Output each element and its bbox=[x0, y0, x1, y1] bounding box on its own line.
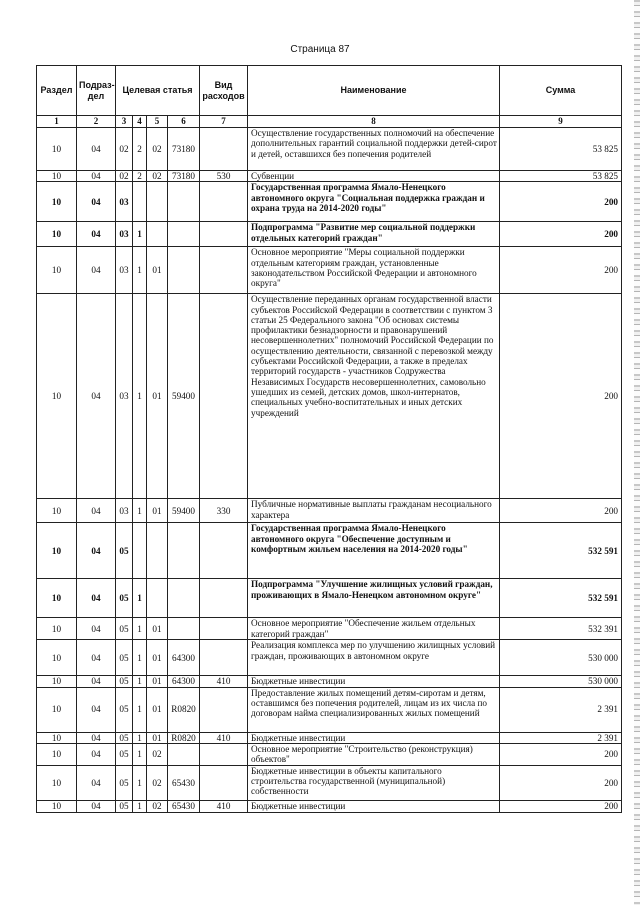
podrazdel-cell: 04 bbox=[77, 732, 116, 743]
col-number: 7 bbox=[200, 116, 248, 128]
expense-type-cell: 410 bbox=[200, 732, 248, 743]
name-cell: Осуществление переданных органам государственной власти субъектов Российской Федерации в соответствии с пунктом 3 статьи 25 Федерального закона "Об основах системы профилактики безнадзорности и правонарушений несовершеннолетних" полномочий Российской Федерации по осуществлению деятельности, связанной с перевозкой между субъектами Российской Федерации, а также в пределах территорий государств - участников Содружества Независимых Государств несовершеннолетних, самовольно ушедших из семей, детских домов, школ-интернатов, специальных учебно-воспитательных и иных детских учреждений bbox=[248, 294, 500, 499]
table-row bbox=[37, 687, 622, 732]
sum-cell: 530 000 bbox=[500, 640, 622, 676]
sum-cell: 532 391 bbox=[500, 618, 622, 640]
name-cell: Подпрограмма "Развитие мер социальной поддержки отдельных категорий граждан" bbox=[248, 222, 500, 247]
table-row bbox=[37, 523, 622, 579]
budget-table bbox=[36, 65, 622, 813]
table-row bbox=[37, 294, 622, 499]
podrazdel-cell: 04 bbox=[77, 247, 116, 294]
target-event-cell: 01 bbox=[147, 294, 168, 499]
col-number: 6 bbox=[168, 116, 200, 128]
target-direction-cell bbox=[168, 523, 200, 579]
table-row bbox=[37, 579, 622, 618]
sum-cell: 200 bbox=[500, 765, 622, 800]
header-sum: Сумма bbox=[500, 66, 622, 116]
table-row bbox=[37, 222, 622, 247]
target-subprogram-cell: 1 bbox=[133, 743, 147, 765]
target-program-cell: 05 bbox=[116, 618, 133, 640]
target-event-cell: 02 bbox=[147, 743, 168, 765]
target-direction-cell: R0820 bbox=[168, 732, 200, 743]
name-cell: Государственная программа Ямало-Ненецкого автономного округа "Социальная поддержка граждан и охрана труда на 2014-2020 годы" bbox=[248, 182, 500, 222]
expense-type-cell: 410 bbox=[200, 800, 248, 812]
col-number: 4 bbox=[133, 116, 147, 128]
header-name: Наименование bbox=[248, 66, 500, 116]
sum-cell: 200 bbox=[500, 182, 622, 222]
table-row bbox=[37, 765, 622, 800]
name-cell: Государственная программа Ямало-Ненецкого автономного округа "Обеспечение доступным и комфортным жильем населения на 2014-2020 годы" bbox=[248, 523, 500, 579]
target-program-cell: 03 bbox=[116, 247, 133, 294]
column-number-row bbox=[37, 116, 622, 128]
razdel-cell: 10 bbox=[37, 765, 77, 800]
col-number: 9 bbox=[500, 116, 622, 128]
name-cell: Основное мероприятие "Обеспечение жильем отдельных категорий граждан" bbox=[248, 618, 500, 640]
target-program-cell: 02 bbox=[116, 128, 133, 171]
podrazdel-cell: 04 bbox=[77, 640, 116, 676]
col-number: 8 bbox=[248, 116, 500, 128]
target-event-cell: 02 bbox=[147, 765, 168, 800]
target-subprogram-cell: 1 bbox=[133, 499, 147, 523]
table-row bbox=[37, 247, 622, 294]
razdel-cell: 10 bbox=[37, 128, 77, 171]
expense-type-cell: 410 bbox=[200, 676, 248, 687]
name-cell: Субвенции bbox=[248, 171, 500, 182]
expense-type-cell bbox=[200, 640, 248, 676]
expense-type-cell: 530 bbox=[200, 171, 248, 182]
target-subprogram-cell: 1 bbox=[133, 222, 147, 247]
table-row bbox=[37, 743, 622, 765]
podrazdel-cell: 04 bbox=[77, 676, 116, 687]
podrazdel-cell: 04 bbox=[77, 171, 116, 182]
razdel-cell: 10 bbox=[37, 732, 77, 743]
sum-cell: 2 391 bbox=[500, 732, 622, 743]
expense-type-cell bbox=[200, 182, 248, 222]
target-direction-cell bbox=[168, 247, 200, 294]
target-direction-cell: 73180 bbox=[168, 128, 200, 171]
sum-cell: 200 bbox=[500, 294, 622, 499]
target-direction-cell bbox=[168, 618, 200, 640]
target-program-cell: 05 bbox=[116, 523, 133, 579]
expense-type-cell bbox=[200, 294, 248, 499]
target-event-cell: 01 bbox=[147, 687, 168, 732]
sum-cell: 53 825 bbox=[500, 171, 622, 182]
sum-cell: 2 391 bbox=[500, 687, 622, 732]
table-row bbox=[37, 171, 622, 182]
expense-type-cell bbox=[200, 687, 248, 732]
name-cell: Бюджетные инвестиции bbox=[248, 676, 500, 687]
col-number: 2 bbox=[77, 116, 116, 128]
razdel-cell: 10 bbox=[37, 247, 77, 294]
target-direction-cell: 64300 bbox=[168, 640, 200, 676]
razdel-cell: 10 bbox=[37, 687, 77, 732]
target-event-cell: 01 bbox=[147, 499, 168, 523]
table-header-row bbox=[37, 66, 622, 116]
col-number: 1 bbox=[37, 116, 77, 128]
target-direction-cell bbox=[168, 579, 200, 618]
target-direction-cell: 73180 bbox=[168, 171, 200, 182]
target-event-cell bbox=[147, 182, 168, 222]
target-program-cell: 05 bbox=[116, 579, 133, 618]
target-program-cell: 05 bbox=[116, 687, 133, 732]
razdel-cell: 10 bbox=[37, 743, 77, 765]
name-cell: Бюджетные инвестиции bbox=[248, 800, 500, 812]
target-program-cell: 05 bbox=[116, 765, 133, 800]
target-event-cell: 02 bbox=[147, 128, 168, 171]
sum-cell: 530 000 bbox=[500, 676, 622, 687]
target-program-cell: 05 bbox=[116, 732, 133, 743]
expense-type-cell bbox=[200, 523, 248, 579]
name-cell: Бюджетные инвестиции bbox=[248, 732, 500, 743]
razdel-cell: 10 bbox=[37, 618, 77, 640]
razdel-cell: 10 bbox=[37, 499, 77, 523]
target-program-cell: 05 bbox=[116, 800, 133, 812]
target-subprogram-cell: 2 bbox=[133, 128, 147, 171]
expense-type-cell bbox=[200, 222, 248, 247]
razdel-cell: 10 bbox=[37, 294, 77, 499]
target-event-cell: 01 bbox=[147, 732, 168, 743]
podrazdel-cell: 04 bbox=[77, 182, 116, 222]
target-subprogram-cell: 1 bbox=[133, 687, 147, 732]
target-event-cell bbox=[147, 523, 168, 579]
podrazdel-cell: 04 bbox=[77, 294, 116, 499]
target-program-cell: 05 bbox=[116, 743, 133, 765]
target-direction-cell: 64300 bbox=[168, 676, 200, 687]
name-cell: Публичные нормативные выплаты гражданам несоциального характера bbox=[248, 499, 500, 523]
target-direction-cell: 59400 bbox=[168, 499, 200, 523]
expense-type-cell bbox=[200, 128, 248, 171]
target-program-cell: 05 bbox=[116, 676, 133, 687]
page-number-label: Страница 87 bbox=[290, 44, 350, 55]
target-event-cell: 01 bbox=[147, 640, 168, 676]
razdel-cell: 10 bbox=[37, 523, 77, 579]
target-subprogram-cell: 2 bbox=[133, 171, 147, 182]
podrazdel-cell: 04 bbox=[77, 800, 116, 812]
expense-type-cell: 330 bbox=[200, 499, 248, 523]
expense-type-cell bbox=[200, 618, 248, 640]
target-subprogram-cell: 1 bbox=[133, 676, 147, 687]
sum-cell: 532 591 bbox=[500, 523, 622, 579]
razdel-cell: 10 bbox=[37, 182, 77, 222]
target-direction-cell: 65430 bbox=[168, 800, 200, 812]
target-event-cell: 02 bbox=[147, 171, 168, 182]
header-podrazdel: Подраз-дел bbox=[77, 66, 116, 116]
sum-cell: 200 bbox=[500, 222, 622, 247]
target-subprogram-cell bbox=[133, 182, 147, 222]
podrazdel-cell: 04 bbox=[77, 743, 116, 765]
table-row bbox=[37, 640, 622, 676]
target-subprogram-cell: 1 bbox=[133, 618, 147, 640]
header-target-article: Целевая статья bbox=[116, 66, 200, 116]
name-cell: Предоставление жилых помещений детям-сиротам и детям, оставшимся без попечения родителей, лицам из их числа по договорам найма специализированных жилых помещений bbox=[248, 687, 500, 732]
podrazdel-cell: 04 bbox=[77, 222, 116, 247]
sum-cell: 53 825 bbox=[500, 128, 622, 171]
target-subprogram-cell: 1 bbox=[133, 579, 147, 618]
target-program-cell: 03 bbox=[116, 182, 133, 222]
table-row bbox=[37, 128, 622, 171]
podrazdel-cell: 04 bbox=[77, 499, 116, 523]
target-event-cell: 01 bbox=[147, 618, 168, 640]
name-cell: Основное мероприятие "Строительство (реконструкция) объектов" bbox=[248, 743, 500, 765]
razdel-cell: 10 bbox=[37, 171, 77, 182]
name-cell: Подпрограмма "Улучшение жилищных условий граждан, проживающих в Ямало-Ненецком автономном округе" bbox=[248, 579, 500, 618]
podrazdel-cell: 04 bbox=[77, 523, 116, 579]
target-subprogram-cell: 1 bbox=[133, 294, 147, 499]
podrazdel-cell: 04 bbox=[77, 618, 116, 640]
target-program-cell: 03 bbox=[116, 294, 133, 499]
podrazdel-cell: 04 bbox=[77, 687, 116, 732]
target-direction-cell bbox=[168, 182, 200, 222]
table-row bbox=[37, 800, 622, 812]
target-event-cell bbox=[147, 579, 168, 618]
target-subprogram-cell: 1 bbox=[133, 640, 147, 676]
razdel-cell: 10 bbox=[37, 640, 77, 676]
target-event-cell: 01 bbox=[147, 247, 168, 294]
target-program-cell: 05 bbox=[116, 640, 133, 676]
target-subprogram-cell bbox=[133, 523, 147, 579]
target-event-cell bbox=[147, 222, 168, 247]
expense-type-cell bbox=[200, 247, 248, 294]
sum-cell: 200 bbox=[500, 247, 622, 294]
sum-cell: 200 bbox=[500, 800, 622, 812]
razdel-cell: 10 bbox=[37, 676, 77, 687]
sum-cell: 200 bbox=[500, 499, 622, 523]
expense-type-cell bbox=[200, 743, 248, 765]
col-number: 3 bbox=[116, 116, 133, 128]
table-row bbox=[37, 182, 622, 222]
target-program-cell: 02 bbox=[116, 171, 133, 182]
target-program-cell: 03 bbox=[116, 499, 133, 523]
target-event-cell: 02 bbox=[147, 800, 168, 812]
table-row bbox=[37, 676, 622, 687]
target-subprogram-cell: 1 bbox=[133, 765, 147, 800]
table-row bbox=[37, 732, 622, 743]
table-row bbox=[37, 618, 622, 640]
target-event-cell: 01 bbox=[147, 676, 168, 687]
col-number: 5 bbox=[147, 116, 168, 128]
target-direction-cell: R0820 bbox=[168, 687, 200, 732]
target-direction-cell: 65430 bbox=[168, 765, 200, 800]
sum-cell: 200 bbox=[500, 743, 622, 765]
header-razdel: Раздел bbox=[37, 66, 77, 116]
table-row bbox=[37, 499, 622, 523]
target-direction-cell bbox=[168, 222, 200, 247]
target-direction-cell bbox=[168, 743, 200, 765]
razdel-cell: 10 bbox=[37, 579, 77, 618]
sum-cell: 532 591 bbox=[500, 579, 622, 618]
target-subprogram-cell: 1 bbox=[133, 732, 147, 743]
podrazdel-cell: 04 bbox=[77, 579, 116, 618]
name-cell: Осуществление государственных полномочий на обеспечение дополнительных гарантий социальной поддержки детей-сирот и детей, оставшихся без попечения родителей bbox=[248, 128, 500, 171]
expense-type-cell bbox=[200, 579, 248, 618]
razdel-cell: 10 bbox=[37, 800, 77, 812]
target-subprogram-cell: 1 bbox=[133, 800, 147, 812]
podrazdel-cell: 04 bbox=[77, 765, 116, 800]
name-cell: Бюджетные инвестиции в объекты капитального строительства государственной (муниципальной) собственности bbox=[248, 765, 500, 800]
target-direction-cell: 59400 bbox=[168, 294, 200, 499]
target-program-cell: 03 bbox=[116, 222, 133, 247]
razdel-cell: 10 bbox=[37, 222, 77, 247]
name-cell: Реализация комплекса мер по улучшению жилищных условий граждан, проживающих в автономном округе bbox=[248, 640, 500, 676]
target-subprogram-cell: 1 bbox=[133, 247, 147, 294]
header-expense-type: Вид расходов bbox=[200, 66, 248, 116]
podrazdel-cell: 04 bbox=[77, 128, 116, 171]
expense-type-cell bbox=[200, 765, 248, 800]
name-cell: Основное мероприятие "Меры социальной поддержки отдельным категориям граждан, установленные законодательством Российской Федерации и автономного округа" bbox=[248, 247, 500, 294]
scan-edge-artifact bbox=[634, 0, 640, 905]
